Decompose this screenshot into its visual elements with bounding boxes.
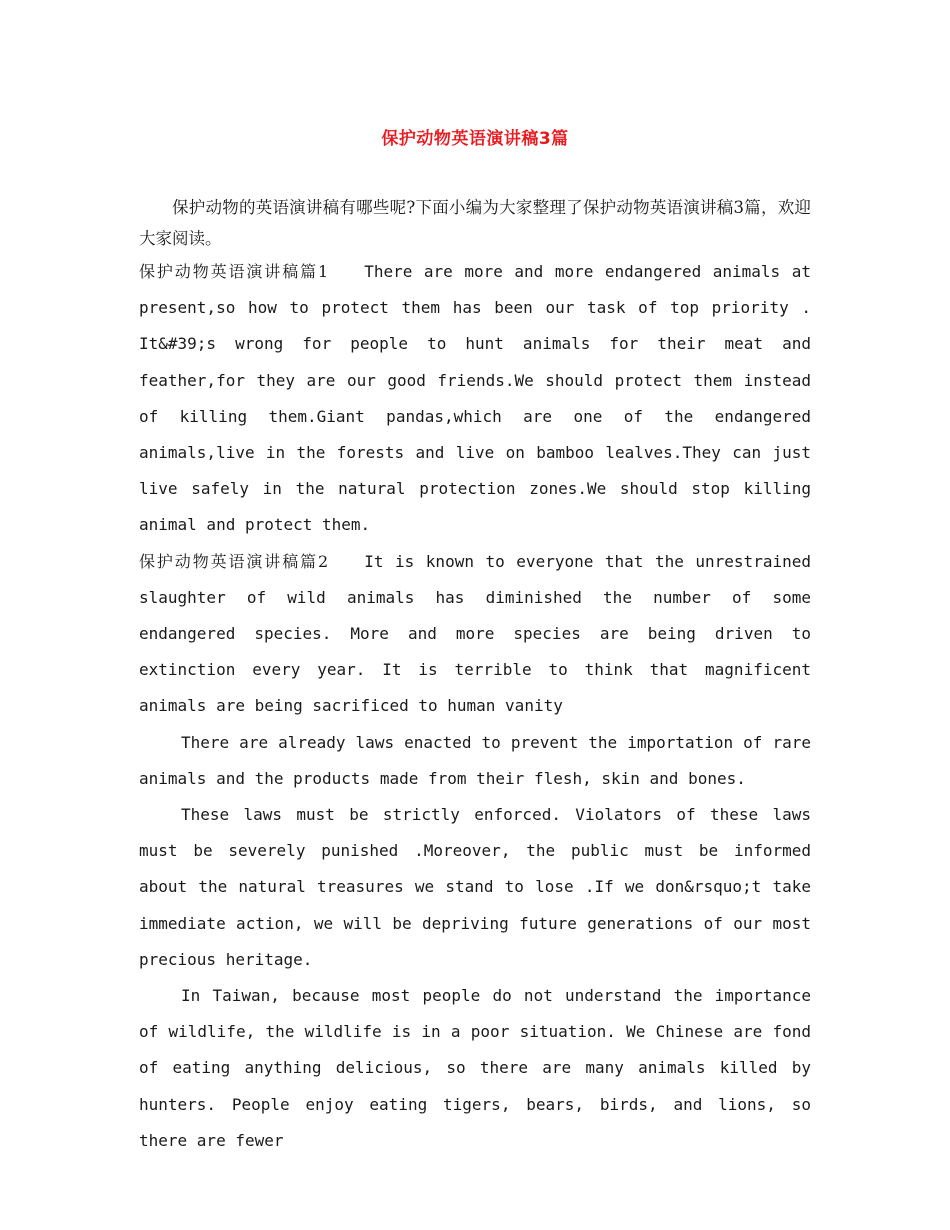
section-2-paragraph-2: There are already laws enacted to prevent the importation of rare animals and the products made from their flesh, skin and bones. bbox=[139, 732, 811, 788]
section-1-paragraph bbox=[139, 254, 811, 544]
section-2-paragraph bbox=[139, 544, 811, 725]
document-body bbox=[139, 192, 811, 1159]
intro-paragraph: 保护动物的英语演讲稿有哪些呢?下面小编为大家整理了保护动物英语演讲稿3篇，欢迎大家阅读。 bbox=[139, 198, 811, 248]
section-1 bbox=[139, 254, 811, 544]
document-title: 保护动物英语演讲稿3篇 bbox=[381, 129, 569, 149]
section-2 bbox=[139, 544, 811, 1159]
section-2-paragraph-4: In Taiwan, because most people do not understand the importance of wildlife, the wildlife is in a poor situation. We Chinese are fond of eating anything delicious, so there are many animals killed by hunters. People enjoy eating tigers, bears, birds, and lions, so there are fewer bbox=[139, 986, 811, 1150]
section-2-paragraph-3: These laws must be strictly enforced. Violators of these laws must be severely punished .Moreover, the public must be informed about the natural treasures we stand to lose .If we don&rsquo;t take immediate action, we will be depriving future generations of our most precious heritage. bbox=[139, 805, 811, 969]
section-2-heading: 保护动物英语演讲稿篇2 bbox=[139, 551, 329, 571]
section-1-heading: 保护动物英语演讲稿篇1 bbox=[139, 262, 329, 281]
section-1-text: There are more and more endangered animals at present,so how to protect them has been our task of top priority . It&#39;s wrong for people to hunt animals for their meat and feather,for they are our good friends.We should protect them instead of killing them.Giant pandas,which are one of the endangered animals,live in the forests and live on bamboo lealves.They can just live safely in the natural protection zones.We should stop killing animal and protect them. bbox=[139, 262, 811, 535]
section-2-text: It is known to everyone that the unrestrained slaughter of wild animals has diminished the number of some endangered species. More and more species are being driven to extinction every year. It is terrible to think that magnificent animals are being sacrificed to human vanity bbox=[139, 551, 811, 716]
